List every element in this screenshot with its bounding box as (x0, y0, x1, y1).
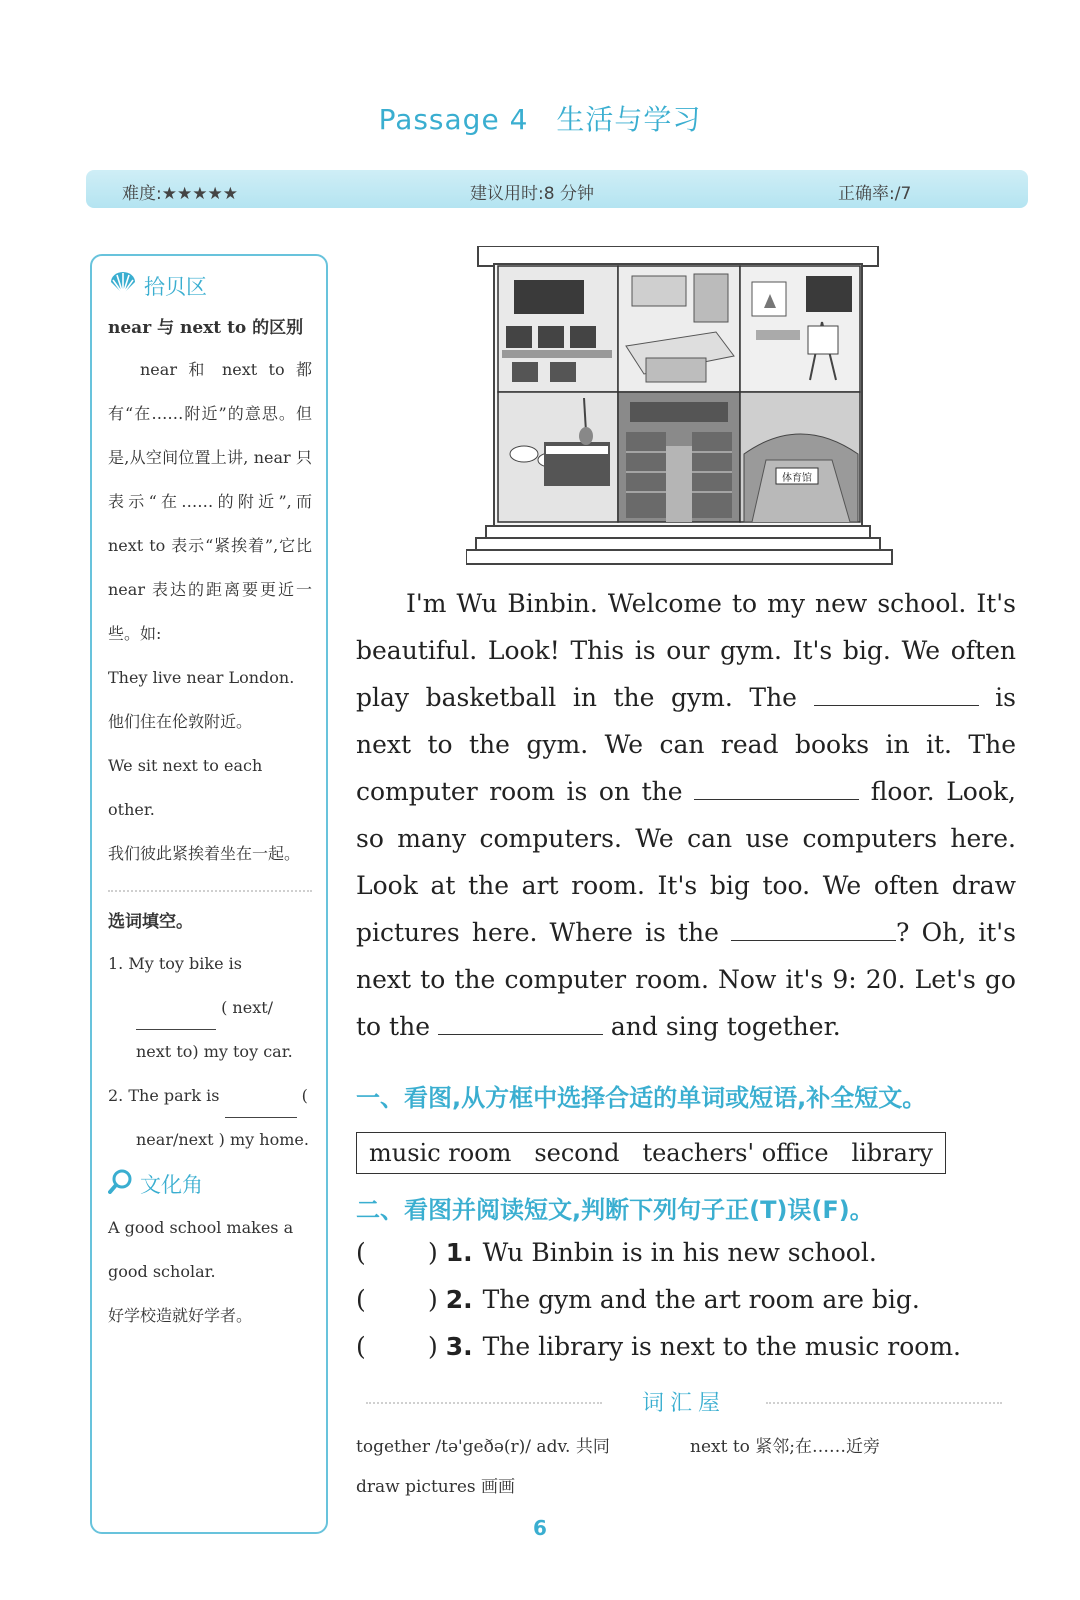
word-option-1: music room (369, 1139, 512, 1167)
school-illustration (466, 246, 896, 576)
word-option-3: teachers' office (642, 1139, 829, 1167)
passage-part-2: is next to the gym. We can read books in it. The computer room is on the (356, 683, 1016, 806)
passage-label: Passage 4 (378, 103, 529, 136)
exercise-1-blank[interactable] (136, 1005, 216, 1030)
tips-body: near 和 next to 都有“在……附近”的意思。但是,从空间位置上讲, near 只表示“在……的附近”,而 next to 表示“紧挨着”,它比 near 表达的距离要更近一些。如: (108, 360, 312, 643)
example1-cn: 他们住在伦敦附近。 (108, 712, 253, 731)
passage-topic: 生活与学习 (556, 103, 702, 136)
example1-en: They live near London. (108, 668, 295, 687)
exercise-2-options: ( near/next ) my home. (136, 1086, 309, 1149)
shell-icon (108, 270, 138, 304)
page-number: 6 (533, 1516, 547, 1540)
exercise-item-2 (108, 1074, 312, 1162)
vocab-entry-1: together /tə'geðə(r)/ adv. 共同 (356, 1437, 610, 1457)
tips-subtitle: near 与 next to 的区别 (108, 318, 304, 338)
section-1-title: 一、看图,从方框中选择合适的单词或短语,补全短文。 (356, 1084, 927, 1112)
answer-paren-3[interactable]: ( (356, 1332, 366, 1361)
accuracy (838, 179, 911, 204)
exercise-1-options: ( next/ next to) my toy car. (136, 998, 293, 1061)
gym-sign: 体育馆 (782, 473, 812, 484)
exercise-2-text: 2. The park is (108, 1086, 220, 1105)
culture-title: 文化角 (140, 1173, 203, 1197)
tf-item-3: ( ) 3. The library is next to the music room. (356, 1332, 961, 1361)
word-option-2: second (534, 1139, 620, 1167)
vocab-entry-2: next to 紧邻;在……近旁 (690, 1437, 881, 1457)
vocab-title: 词汇屋 (641, 1391, 726, 1416)
passage-part-3: floor. Look, so many computers. We can use computers here. Look at the art room. It's big too. We often draw pictures here. Where is the (356, 777, 1016, 947)
answer-paren-1[interactable]: ( (356, 1238, 366, 1267)
passage-part-1: I'm Wu Binbin. Welcome to my new school. It's beautiful. Look! This is our gym. It's big. We often play basketball in the gym. The (356, 589, 1016, 712)
page-title (0, 98, 1080, 138)
exercise-1-text: 1. My toy bike is (108, 954, 242, 973)
sidebar (90, 254, 328, 1534)
tf-item-2-text: The gym and the art room are big. (482, 1285, 920, 1314)
tf-item-3-text: The library is next to the music room. (482, 1332, 961, 1361)
culture-heading (108, 1168, 312, 1202)
vocab-heading (366, 1384, 1002, 1420)
exercise-title: 选词填空。 (108, 912, 193, 932)
example2-cn: 我们彼此紧挨着坐在一起。 (108, 844, 301, 863)
tf-item-1: ( ) 1. Wu Binbin is in his new school. (356, 1238, 877, 1267)
tf-item-1-text: Wu Binbin is in his new school. (482, 1238, 877, 1267)
passage-part-4: ? Oh, it's next to the computer room. Now it's 9: 20. Let's go to the (356, 918, 1016, 1041)
passage-blank-1[interactable] (814, 679, 979, 706)
exercise-item-1 (108, 942, 312, 1074)
passage-blank-2[interactable] (694, 773, 859, 800)
tf-item-2: ( ) 2. The gym and the art room are big. (356, 1285, 920, 1314)
info-bar (86, 170, 1028, 208)
passage-part-5: and sing together. (610, 1012, 841, 1041)
accuracy-total: /7 (894, 184, 912, 204)
sidebar-divider (108, 890, 312, 892)
passage-blank-3[interactable] (731, 914, 896, 941)
word-box (356, 1132, 946, 1174)
magnifier-icon (108, 1168, 134, 1202)
passage-blank-4[interactable] (438, 1008, 603, 1035)
tips-title: 拾贝区 (144, 275, 207, 299)
tips-heading (108, 270, 312, 304)
culture-quote-en: A good school makes a good scholar. (108, 1218, 294, 1281)
word-option-4: library (851, 1139, 933, 1167)
example2-en: We sit next to each other. (108, 756, 263, 819)
answer-paren-2[interactable]: ( (356, 1285, 366, 1314)
accuracy-label: 正确率: (838, 184, 895, 204)
reading-passage (356, 580, 1016, 1050)
vocab-entry-3: draw pictures 画画 (356, 1477, 516, 1497)
suggested-time: 建议用时:8 分钟 (470, 184, 594, 204)
culture-quote-cn: 好学校造就好学者。 (108, 1306, 253, 1325)
section-2-title: 二、看图并阅读短文,判断下列句子正(T)误(F)。 (356, 1196, 874, 1224)
exercise-2-blank[interactable] (225, 1093, 297, 1118)
difficulty-rating: 难度:★★★★★ (122, 184, 238, 204)
